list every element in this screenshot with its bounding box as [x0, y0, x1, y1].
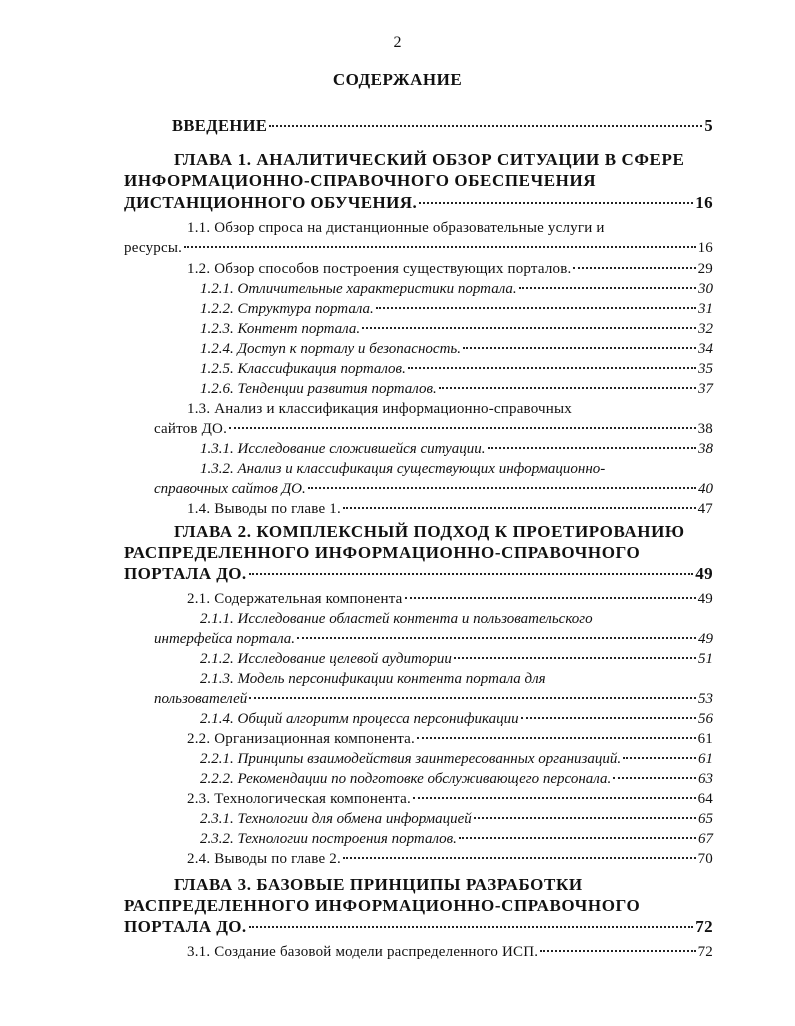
toc-entry-page: 31	[698, 301, 713, 317]
toc-entry-1-3-2	[154, 481, 713, 498]
page-number: 2	[393, 34, 402, 51]
toc-entry-text: 2.2.1. Принципы взаимодействия заинтересованных организаций.	[200, 751, 622, 767]
toc-entry-text: 1.2.2. Структура портала.	[200, 301, 374, 317]
toc-entry-2-4	[187, 851, 713, 868]
toc-entry-text: ПОРТАЛА ДО.	[124, 917, 247, 936]
toc-entry-2-2-1	[200, 751, 713, 768]
toc-entry-1-2-1	[200, 281, 713, 298]
toc-entry-page: 49	[695, 564, 713, 583]
toc-entry-text: 2.3. Технологическая компонента.	[187, 791, 411, 807]
toc-entry-1-3-1	[200, 441, 713, 458]
toc-entry-text: 2.1.2. Исследование целевой аудитории	[200, 651, 452, 667]
toc-entry-text: ДИСТАНЦИОННОГО ОБУЧЕНИЯ.	[124, 193, 418, 212]
chapter1-title-line2: ИНФОРМАЦИОННО-СПРАВОЧНОГО ОБЕСПЕЧЕНИЯ	[124, 171, 597, 190]
toc-entry-text: 1.4. Выводы по главе 1.	[187, 501, 341, 517]
toc-entry-2-1-3-line1: 2.1.3. Модель персонификации контента портала для	[200, 671, 546, 687]
toc-entry-1-2-6	[200, 381, 713, 398]
toc-entry-text: 1.2.4. Доступ к порталу и безопасность.	[200, 341, 461, 357]
toc-entry-text: 2.2. Организационная компонента.	[187, 731, 415, 747]
toc-entry-page: 67	[698, 831, 713, 847]
toc-entry-text: 1.2.5. Классификация порталов.	[200, 361, 406, 377]
toc-entry-text: 2.3.1. Технологии для обмена информацией	[200, 811, 472, 827]
toc-entry-2-1	[187, 591, 713, 608]
toc-entry-text: 2.1. Содержательная компонента	[187, 591, 403, 607]
toc-entry-1-2-5	[200, 361, 713, 378]
toc-entry-2-2-2	[200, 771, 713, 788]
toc-entry-text: 2.4. Выводы по главе 2.	[187, 851, 341, 867]
toc-entry-page: 34	[698, 341, 713, 357]
toc-entry-2-3-2	[200, 831, 713, 848]
toc-entry-page: 53	[698, 691, 713, 707]
toc-entry-text: ВВЕДЕНИЕ	[172, 116, 268, 135]
toc-entry-text: 1.2. Обзор способов построения существующих порталов.	[187, 261, 572, 277]
toc-entry-text: 2.1.4. Общий алгоритм процесса персонификации	[200, 711, 519, 727]
toc-entry-text: ПОРТАЛА ДО.	[124, 564, 247, 583]
toc-entry-page: 49	[698, 631, 713, 647]
toc-entry-page: 16	[695, 193, 713, 212]
toc-entry-page: 32	[698, 321, 713, 337]
toc-entry-text: сайтов ДО.	[154, 421, 228, 437]
toc-entry-page: 29	[697, 261, 713, 277]
toc-entry-2-1-4	[200, 711, 713, 728]
toc-entry-chapter3	[124, 917, 713, 937]
toc-entry-1-1-line1: 1.1. Обзор спроса на дистанционные образовательные услуги и	[187, 220, 605, 236]
toc-entry-text: 1.2.6. Тенденции развития порталов.	[200, 381, 437, 397]
toc-entry-page: 65	[698, 811, 713, 827]
toc-entry-page: 37	[698, 381, 713, 397]
toc-entry-1-3-2-line1: 1.3.2. Анализ и классификация существующих информационно-	[200, 461, 606, 477]
toc-entry-2-1-3	[154, 691, 713, 708]
toc-entry-page: 70	[697, 851, 713, 867]
chapter1-title-line1: ГЛАВА 1. АНАЛИТИЧЕСКИЙ ОБЗОР СИТУАЦИИ В СФЕРЕ	[174, 150, 685, 169]
toc-entry-page: 5	[704, 116, 713, 135]
toc-entry-text: 1.2.3. Контент портала.	[200, 321, 361, 337]
toc-entry-chapter2	[124, 564, 713, 584]
toc-entry-page: 61	[697, 731, 713, 747]
toc-entry-page: 51	[698, 651, 713, 667]
toc-entry-2-3-1	[200, 811, 713, 828]
toc-entry-page: 61	[698, 751, 713, 767]
toc-entry-3-1	[187, 944, 713, 961]
page-title: СОДЕРЖАНИЕ	[332, 70, 463, 89]
toc-entry-page: 56	[698, 711, 713, 727]
toc-entry-1-4	[187, 501, 713, 518]
toc-entry-page: 40	[698, 481, 713, 497]
chapter2-title-line1: ГЛАВА 2. КОМПЛЕКСНЫЙ ПОДХОД К ПРОЕТИРОВАНИЮ	[174, 522, 685, 541]
toc-entry-page: 30	[698, 281, 713, 297]
chapter3-title-line1: ГЛАВА 3. БАЗОВЫЕ ПРИНЦИПЫ РАЗРАБОТКИ	[174, 875, 583, 894]
toc-entry-page: 47	[697, 501, 713, 517]
toc-entry-text: 2.2.2. Рекомендации по подготовке обслуживающего персонала.	[200, 771, 612, 787]
toc-entry-intro	[172, 116, 713, 136]
toc-entry-chapter1	[124, 193, 713, 213]
toc-entry-text: 1.3.1. Исследование сложившейся ситуации.	[200, 441, 486, 457]
toc-entry-text: пользователей	[154, 691, 248, 707]
toc-entry-2-3	[187, 791, 713, 808]
toc-entry-page: 35	[698, 361, 713, 377]
toc-entry-2-1-1-line1: 2.1.1. Исследование областей контента и пользовательского	[200, 611, 593, 627]
toc-entry-text: ресурсы.	[124, 240, 183, 256]
toc-entry-2-1-1	[154, 631, 713, 648]
toc-entry-text: интерфейса портала.	[154, 631, 296, 647]
toc-entry-page: 16	[697, 240, 713, 256]
toc-entry-2-2	[187, 731, 713, 748]
toc-entry-text: справочных сайтов ДО.	[154, 481, 306, 497]
toc-entry-1-2-2	[200, 301, 713, 318]
chapter2-title-line2: РАСПРЕДЕЛЕННОГО ИНФОРМАЦИОННО-СПРАВОЧНОГО	[124, 543, 641, 562]
toc-entry-1-2-4	[200, 341, 713, 358]
toc-entry-1-2	[187, 261, 713, 278]
toc-entry-page: 49	[697, 591, 713, 607]
toc-entry-page: 64	[697, 791, 713, 807]
toc-entry-1-1	[124, 240, 713, 257]
toc-entry-text: 1.2.1. Отличительные характеристики портала.	[200, 281, 517, 297]
toc-entry-1-2-3	[200, 321, 713, 338]
toc-entry-page: 38	[698, 441, 713, 457]
toc-entry-text: 2.3.2. Технологии построения порталов.	[200, 831, 457, 847]
toc-entry-page: 72	[697, 944, 713, 960]
toc-entry-1-3	[154, 421, 713, 438]
chapter3-title-line2: РАСПРЕДЕЛЕННОГО ИНФОРМАЦИОННО-СПРАВОЧНОГО	[124, 896, 641, 915]
toc-entry-2-1-2	[200, 651, 713, 668]
toc-entry-text: 3.1. Создание базовой модели распределенного ИСП.	[187, 944, 539, 960]
toc-entry-page: 63	[698, 771, 713, 787]
toc-entry-1-3-line1: 1.3. Анализ и классификация информационно-справочных	[187, 401, 572, 417]
toc-entry-page: 72	[695, 917, 713, 936]
toc-entry-page: 38	[697, 421, 713, 437]
